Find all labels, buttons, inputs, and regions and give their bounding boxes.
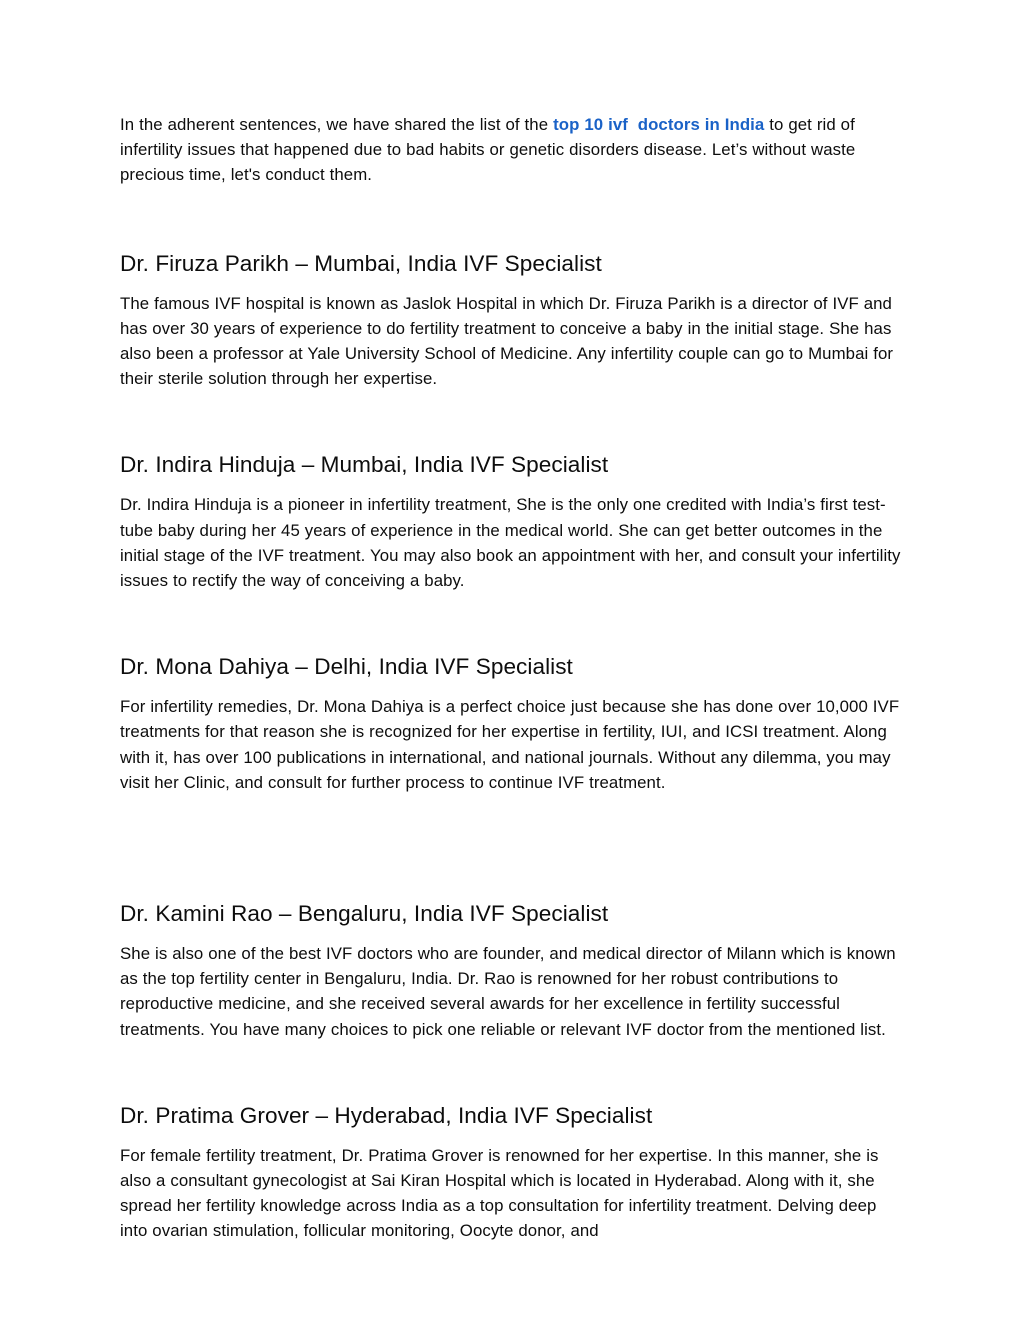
spacer — [120, 480, 906, 492]
section-heading-indira-hinduja: Dr. Indira Hinduja – Mumbai, India IVF Specialist — [120, 452, 609, 478]
spacer — [120, 593, 906, 652]
section-paragraph-indira-hinduja: Dr. Indira Hinduja is a pioneer in infertility treatment, She is the only one credited with India’s first test-tube baby during her 45 years of experience in the medical world. She can get better outcomes in the initial stage of the IVF treatment. You may also book an appointment with her, and consult your infertility issues to rectify the way of conceiving a baby. — [120, 495, 901, 591]
spacer — [120, 391, 906, 450]
top-ivf-doctors-link[interactable]: top 10 ivf doctors in India — [553, 115, 765, 134]
document-content — [120, 112, 906, 1244]
spacer — [120, 682, 906, 694]
intro-text-after-link: to get rid of infertility issues that happened due to bad habits or genetic disorders disease. Let’s without waste precious time, let's conduct them. — [120, 115, 856, 185]
section-paragraph-kamini-rao: She is also one of the best IVF doctors who are founder, and medical director of Milann which is known as the top fertility center in Bengaluru, India. Dr. Rao is renowned for her robust contributions to reproductive medicine, and she received several awards for her excellence in fertility successful treatments. You have many choices to pick one reliable or relevant IVF doctor from the mentioned list. — [120, 944, 896, 1039]
section-heading-kamini-rao: Dr. Kamini Rao – Bengaluru, India IVF Specialist — [120, 901, 609, 927]
spacer — [120, 188, 906, 249]
section-heading-mona-dahiya: Dr. Mona Dahiya – Delhi, India IVF Specialist — [120, 654, 573, 680]
section-paragraph-firuza-parikh: The famous IVF hospital is known as Jaslok Hospital in which Dr. Firuza Parikh is a director of IVF and has over 30 years of experience to do fertility treatment to conceive a baby in the initial stage. She has also been a professor at Yale University School of Medicine. Any infertility couple can go to Mumbai for their sterile solution through her expertise. — [120, 293, 894, 389]
spacer-blank-paragraph — [120, 795, 906, 899]
section-heading-firuza-parikh: Dr. Firuza Parikh – Mumbai, India IVF Specialist — [120, 250, 602, 276]
section-heading-pratima-grover: Dr. Pratima Grover – Hyderabad, India IVF Specialist — [120, 1102, 653, 1128]
section-paragraph-mona-dahiya: For infertility remedies, Dr. Mona Dahiya is a perfect choice just because she has done over 10,000 IVF treatments for that reason she is recognized for her expertise in fertility, IUI, and ICSI treatment. Along with it, has over 100 publications in international, and national journals. Without any dilemma, you may visit her Clinic, and consult for further process to continue IVF treatment. — [120, 697, 900, 792]
intro-paragraph — [120, 112, 906, 188]
spacer — [120, 279, 906, 291]
spacer — [120, 929, 906, 941]
spacer — [120, 1131, 906, 1143]
section-paragraph-pratima-grover: For female fertility treatment, Dr. Pratima Grover is renowned for her expertise. In this manner, she is also a consultant gynecologist at Sai Kiran Hospital which is located in Hyderabad. Along with it, she spread her fertility knowledge across India as a top consultation for infertility treatment. Delving deep into ovarian stimulation, follicular monitoring, Oocyte donor, and — [120, 1145, 879, 1241]
spacer — [120, 1042, 906, 1101]
intro-text-before-link: In the adherent sentences, we have shared the list of the — [120, 115, 554, 134]
